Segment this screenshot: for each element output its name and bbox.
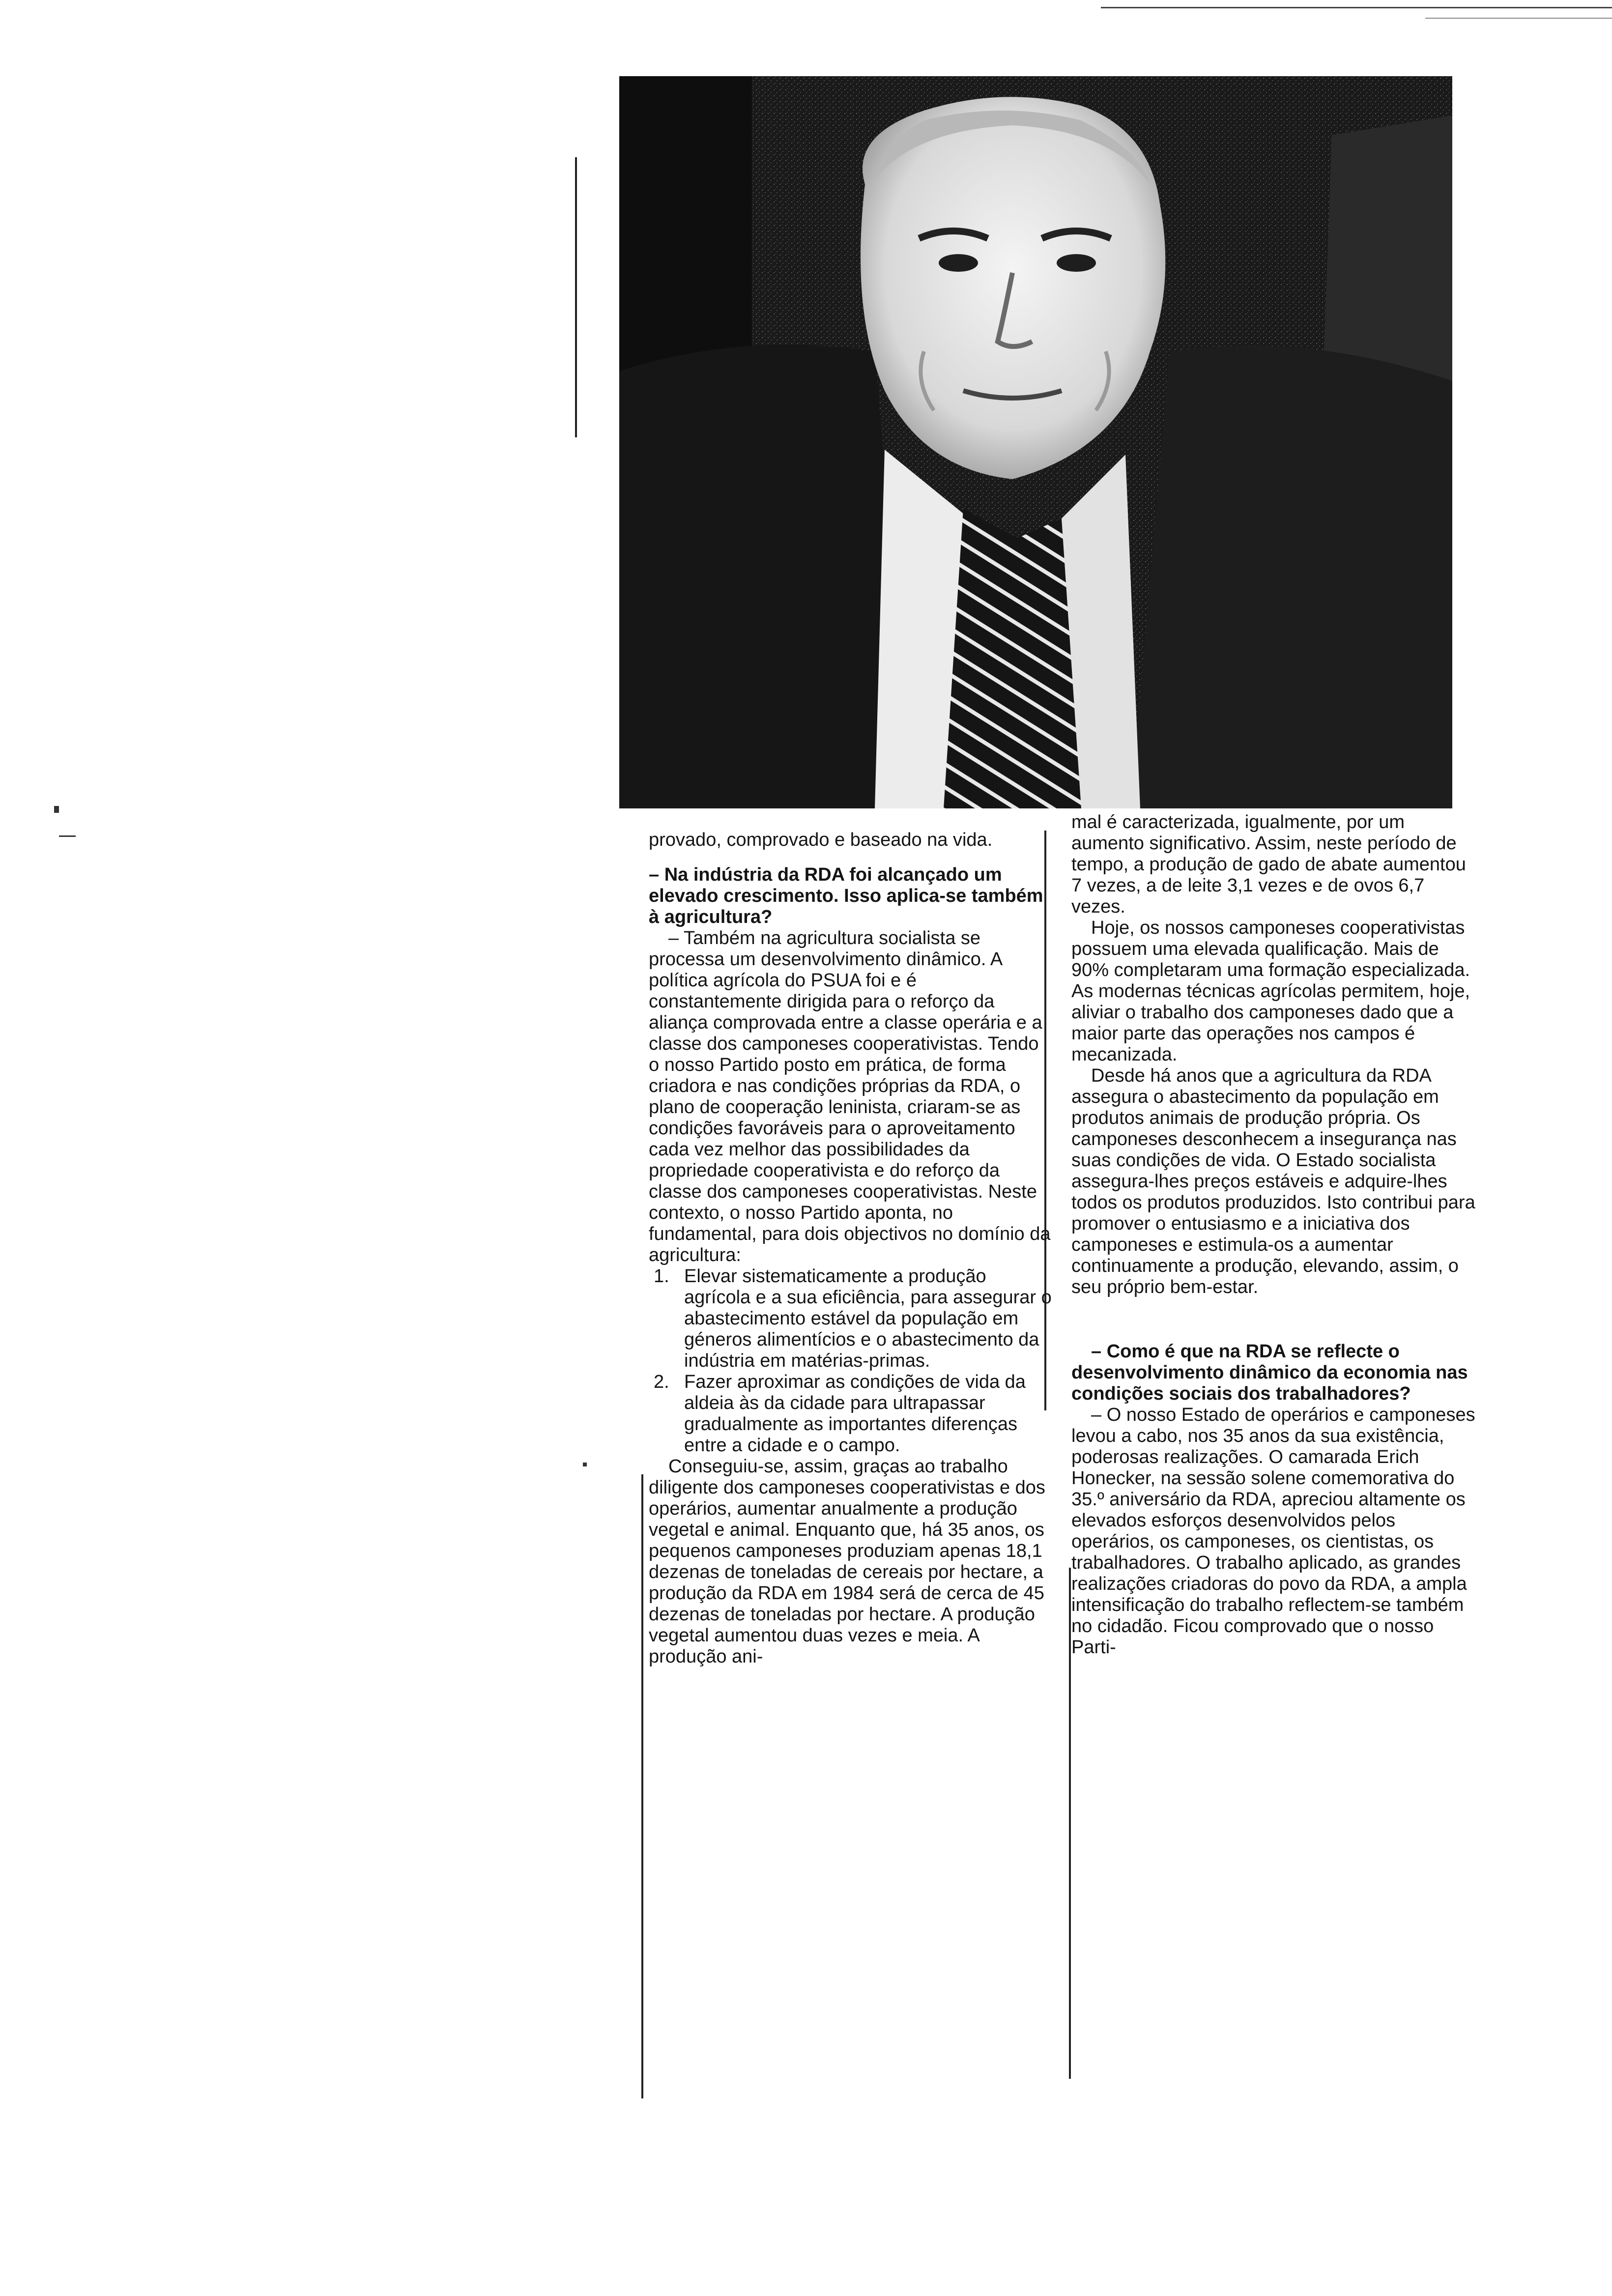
portrait-photo [619, 76, 1452, 808]
scan-edge-line [1101, 7, 1612, 8]
column-rule-left [641, 1474, 643, 2098]
margin-rule [575, 157, 577, 437]
scan-speck [54, 806, 59, 813]
interview-question-social: – Como é que na RDA se reflecte o desenvolvimento dinâmico da economia nas condições sociais dos trabalhadores? [1071, 1341, 1468, 1404]
left-column [649, 830, 1052, 1667]
list-number: 2. [654, 1372, 669, 1392]
paragraph-supply: Desde há anos que a agricultura da RDA assegura o abastecimento da população em produtos animais de produção própria. Os camponeses desconhecem a insegurança nas suas condições de vida. O Estado socialista assegura-lhes preços estáveis e adquire-lhes todos os produtos produzidos. Isto contribui para promover o entusiasmo e a iniciativa dos camponeses e estimula-os a aumentar continuamente a produção, elevando, assim, o seu próprio bem-estar. [1071, 1065, 1475, 1297]
list-item-objective-1 [649, 1266, 1052, 1372]
list-number: 1. [654, 1266, 669, 1287]
portrait-illustration [619, 76, 1452, 808]
answer-paragraph: – Também na agricultura socialista se processa um desenvolvimento dinâmico. A política agrícola do PSUA foi e é constantemente dirigida para o reforço da aliança comprovada entre a classe operária e a classe dos camponeses cooperativistas. Tendo o nosso Partido posto em prática, de forma criadora e nas condições próprias da RDA, o plano de cooperação leninista, criaram-se as condições favoráveis para o aproveitamento cada vez melhor das possibilidades da propriedade cooperativista e do reforço da classe dos camponeses cooperativistas. Neste contexto, o nosso Partido aponta, no fundamental, para dois objectivos no domínio da agricultura: [649, 928, 1051, 1265]
interview-question-agriculture: – Na indústria da RDA foi alcançado um elevado crescimento. Isso aplica-se também à agricultura? [649, 864, 1043, 927]
list-text: Elevar sistematicamente a produção agrícola e a sua eficiência, para assegurar o abastecimento estável da população em géneros alimentícios e o abastecimento da indústria em matérias-primas. [684, 1266, 1052, 1371]
scan-speck [583, 1463, 587, 1466]
answer-paragraph: – O nosso Estado de operários e camponeses levou a cabo, nos 35 anos da sua existência, poderosas realizações. O camarada Erich Honecker, na sessão solene comemorativa do 35.º aniversário da RDA, apreciou altamente os elevados esforços desenvolvidos pelos operários, os camponeses, os cientistas, os trabalhadores. O trabalho aplicado, as grandes realizações criadoras do povo da RDA, a ampla intensificação do trabalho reflectem-se também no cidadão. Ficou comprovado que o nosso Parti- [1071, 1405, 1475, 1658]
scan-speck [59, 835, 76, 837]
column-rule-right [1069, 1568, 1071, 2079]
list-text: Fazer aproximar as condições de vida da aldeia às da cidade para ultrapassar gradualmente as importantes diferenças entre a cidade e o campo. [684, 1372, 1026, 1456]
list-item-objective-2 [649, 1372, 1052, 1456]
paragraph-qualification: Hoje, os nossos camponeses cooperativistas possuem uma elevada qualificação. Mais de 90% completaram uma formação especializada. As modernas técnicas agrícolas permitem, hoje, aliviar o trabalho dos camponeses dado que a maior parte das operações nos campos é mecanizada. [1071, 918, 1470, 1065]
paragraph-continuation: mal é caracterizada, igualmente, por um aumento significativo. Assim, neste período de tempo, a produção de gado de abate aumentou 7 vezes, a de leite 3,1 vezes e de ovos 6,7 vezes. [1071, 812, 1466, 917]
paragraph-production: Conseguiu-se, assim, graças ao trabalho diligente dos camponeses cooperativistas e dos operários, aumentar anualmente a produção vegetal e animal. Enquanto que, há 35 anos, os pequenos camponeses produziam apenas 18,1 dezenas de toneladas de cereais por hectare, a produção da RDA em 1984 será de cerca de 45 dezenas de toneladas por hectare. A produção vegetal aumentou duas vezes e meia. A produção ani- [649, 1456, 1045, 1667]
spacer [1071, 1298, 1479, 1341]
right-column [1071, 812, 1479, 1658]
paragraph-continuation: provado, comprovado e baseado na vida. [649, 830, 993, 850]
scan-edge-line-secondary [1425, 18, 1612, 19]
